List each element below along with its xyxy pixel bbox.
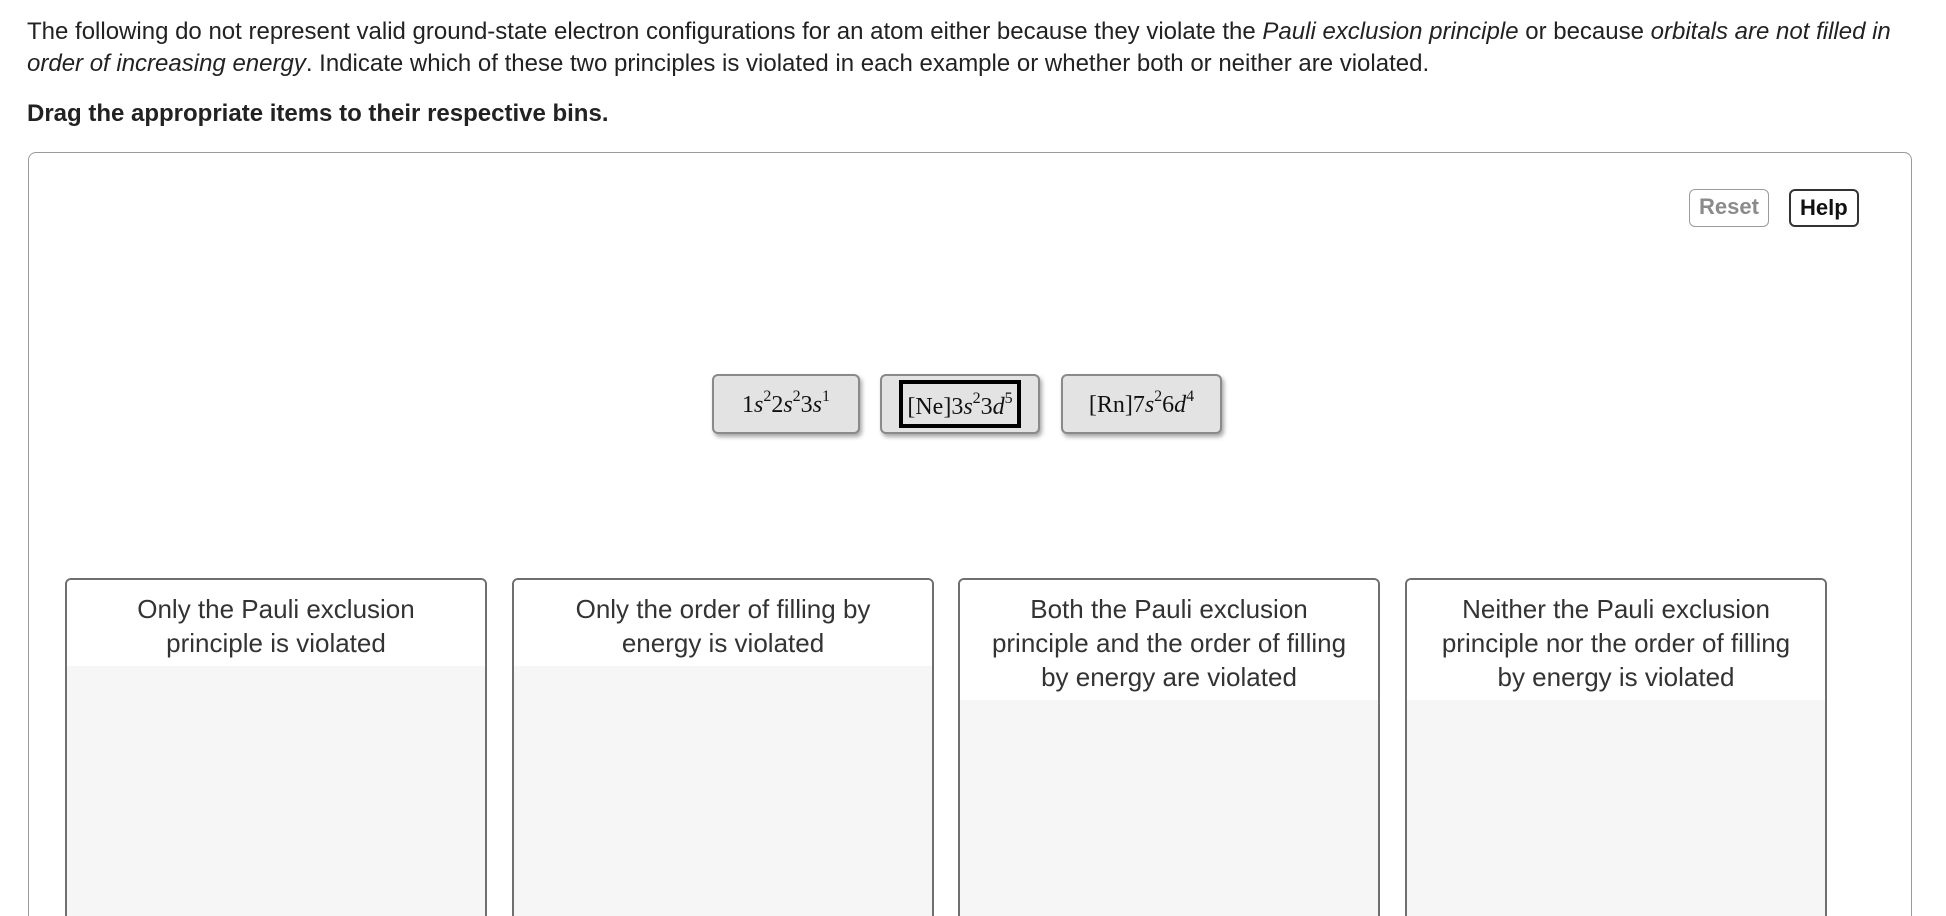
bin-pauli-only[interactable]	[65, 578, 487, 916]
help-button[interactable]: Help	[1789, 189, 1859, 227]
bin-neither-violated[interactable]	[1405, 578, 1827, 916]
token-label: $[Rn]7s^26d^4$	[1088, 387, 1195, 418]
intro-text-2: or because	[1518, 18, 1651, 45]
bin-label: Both the Pauli exclusion principle and the order of filling by energy are violated	[960, 580, 1378, 700]
token-ne-3s2-3d5[interactable]	[880, 374, 1040, 434]
bin-energy-order-only[interactable]	[512, 578, 934, 916]
intro-emphasis-pauli: Pauli exclusion principle	[1262, 18, 1519, 45]
token-label: $1s^22s^23s^1$	[741, 387, 831, 418]
bin-label: Only the order of filling by energy is violated	[514, 580, 932, 666]
question-intro	[27, 16, 1927, 80]
bin-label: Neither the Pauli exclusion principle nor the order of filling by energy is violated	[1407, 580, 1825, 700]
bin-both-violated[interactable]	[958, 578, 1380, 916]
token-1s2-2s2-3s1[interactable]	[712, 374, 860, 434]
intro-text-3: . Indicate which of these two principles is violated in each example or whether both or neither are violated.	[305, 50, 1430, 77]
reset-button[interactable]: Reset	[1689, 189, 1769, 227]
drag-instruction: Drag the appropriate items to their respective bins.	[27, 100, 609, 127]
token-rn-7s2-6d4[interactable]	[1061, 374, 1222, 434]
bin-label: Only the Pauli exclusion principle is violated	[67, 580, 485, 666]
intro-text-1: The following do not represent valid ground-state electron configurations for an atom either because they violate the	[27, 18, 1263, 45]
intro-emphasis-energy: orbitals are not filled in order of increasing energy	[27, 18, 1891, 77]
token-label: $[Ne]3s^23d^5$	[899, 380, 1020, 428]
